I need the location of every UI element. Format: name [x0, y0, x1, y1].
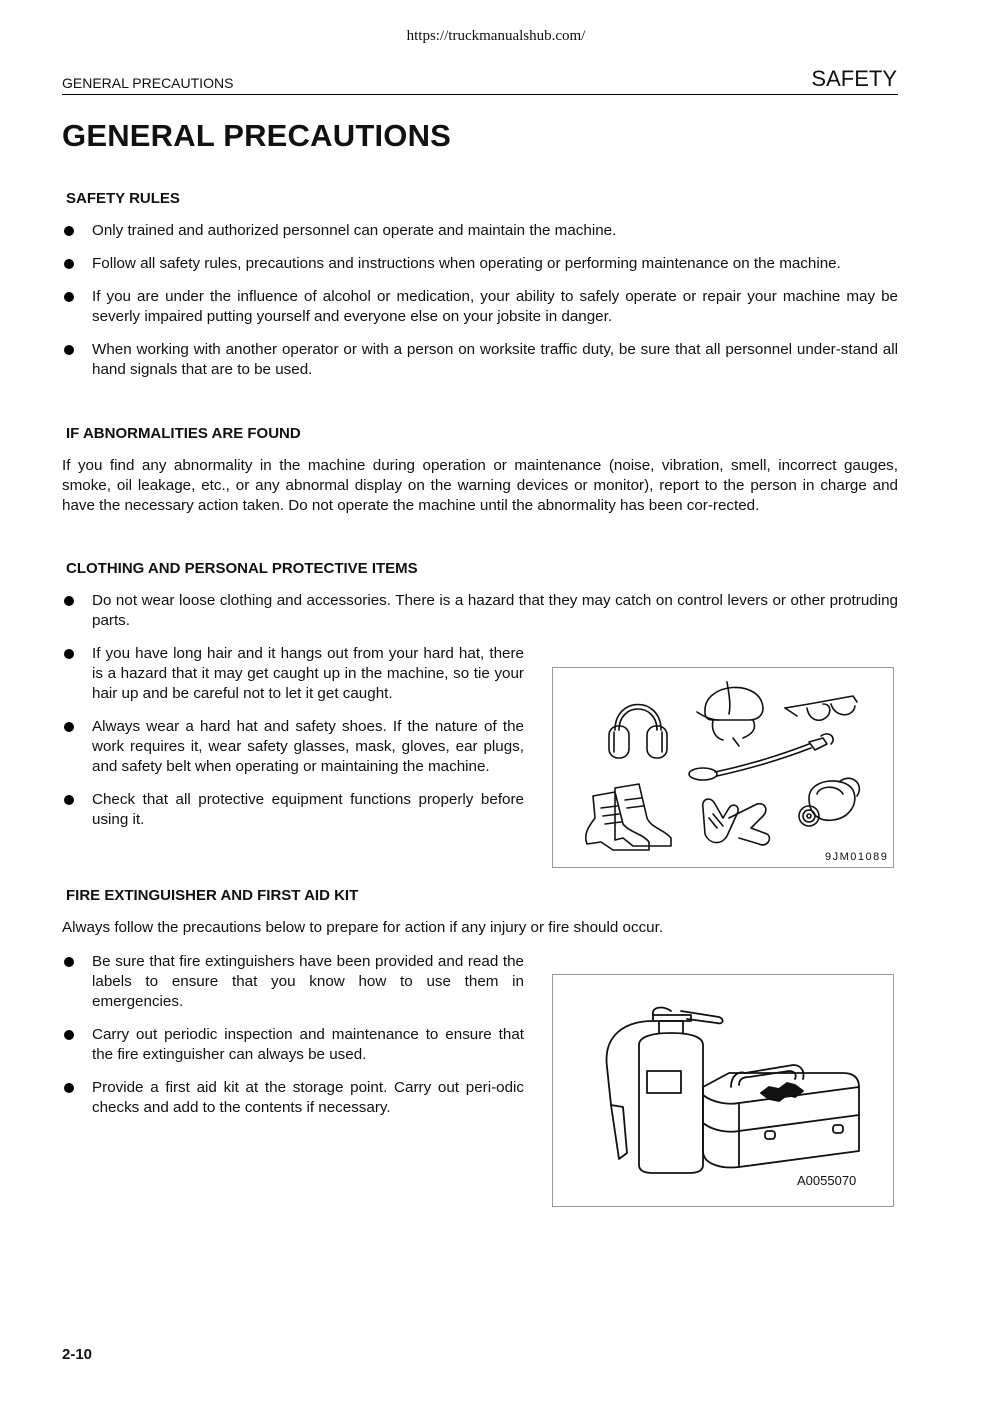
- list-item: If you have long hair and it hangs out from your hard hat, there is a hazard that it may get caught up in the machine, so tie your hair up and be careful not to let it get caught.: [62, 644, 524, 704]
- first-aid-kit-icon: [703, 1065, 859, 1167]
- list-item: Only trained and authorized personnel can operate and maintain the machine.: [62, 221, 898, 241]
- list-item: When working with another operator or with a person on worksite traffic duty, be sure that all personnel under-stand all hand signals that are to be used.: [62, 340, 898, 380]
- list-item: Carry out periodic inspection and maintenance to ensure that the fire extinguisher can always be used.: [62, 1025, 524, 1065]
- clothing-list-narrow: [62, 644, 524, 830]
- safety-rules-heading: SAFETY RULES: [66, 190, 180, 207]
- respirator-mask-icon: [799, 778, 859, 826]
- list-item: Always wear a hard hat and safety shoes. If the nature of the work requires it, wear safety glasses, mask, gloves, ear plugs, and safety belt when operating or maintaining the machine.: [62, 717, 524, 777]
- safety-glasses-icon: [785, 696, 857, 720]
- clothing-list: [62, 591, 898, 631]
- page-title: GENERAL PRECAUTIONS: [62, 118, 452, 153]
- page-number: 2-10: [62, 1346, 93, 1363]
- figure-code: A0055070: [797, 1173, 857, 1188]
- list-item: Provide a first aid kit at the storage point. Carry out peri-odic checks and add to the contents if necessary.: [62, 1078, 524, 1118]
- fire-list: [62, 952, 524, 1118]
- list-item: Be sure that fire extinguishers have been provided and read the labels to ensure that you know how to use them in emergencies.: [62, 952, 524, 1012]
- clothing-heading: CLOTHING AND PERSONAL PROTECTIVE ITEMS: [66, 560, 418, 577]
- gloves-icon: [703, 799, 770, 845]
- fire-extinguisher-icon: [607, 1008, 723, 1173]
- list-item: Do not wear loose clothing and accessories. There is a hazard that they may catch on control levers or other protruding parts.: [62, 591, 898, 631]
- list-item: If you are under the influence of alcohol or medication, your ability to safely operate or repair your machine may be severly impaired putting yourself and everyone else on your jobsite in danger.: [62, 287, 898, 327]
- ppe-illustration: [552, 667, 894, 868]
- ear-muffs-icon: [609, 705, 667, 759]
- safety-belt-icon: [689, 734, 833, 780]
- safety-boots-icon: [586, 784, 671, 850]
- fire-extinguisher-first-aid-illustration: [552, 974, 894, 1207]
- hard-hat-icon: [697, 682, 763, 746]
- figure-code: 9JM01089: [825, 851, 889, 863]
- running-header-chapter: SAFETY: [811, 66, 897, 91]
- running-header-section: GENERAL PRECAUTIONS: [62, 75, 234, 91]
- header-rule: [62, 94, 898, 95]
- abnormalities-heading: IF ABNORMALITIES ARE FOUND: [66, 425, 301, 442]
- abnormalities-text: If you find any abnormality in the machine during operation or maintenance (noise, vibration, smell, incorrect gauges, smoke, oil leakage, etc., or any abnormal display on the warning devices or monitor), report to the person in charge and have the necessary action taken. Do not operate the machine until the abnormality has been cor-rected.: [62, 457, 898, 514]
- source-url: https://truckmanualshub.com/: [406, 28, 586, 44]
- list-item: Check that all protective equipment functions properly before using it.: [62, 790, 524, 830]
- list-item: Follow all safety rules, precautions and instructions when operating or performing maintenance on the machine.: [62, 254, 898, 274]
- safety-rules-list: [62, 221, 898, 380]
- abnormalities-section: [62, 425, 898, 516]
- fire-heading: FIRE EXTINGUISHER AND FIRST AID KIT: [66, 887, 359, 904]
- safety-rules-section: [62, 190, 898, 380]
- fire-intro: Always follow the precautions below to prepare for action if any injury or fire should occur.: [62, 919, 664, 936]
